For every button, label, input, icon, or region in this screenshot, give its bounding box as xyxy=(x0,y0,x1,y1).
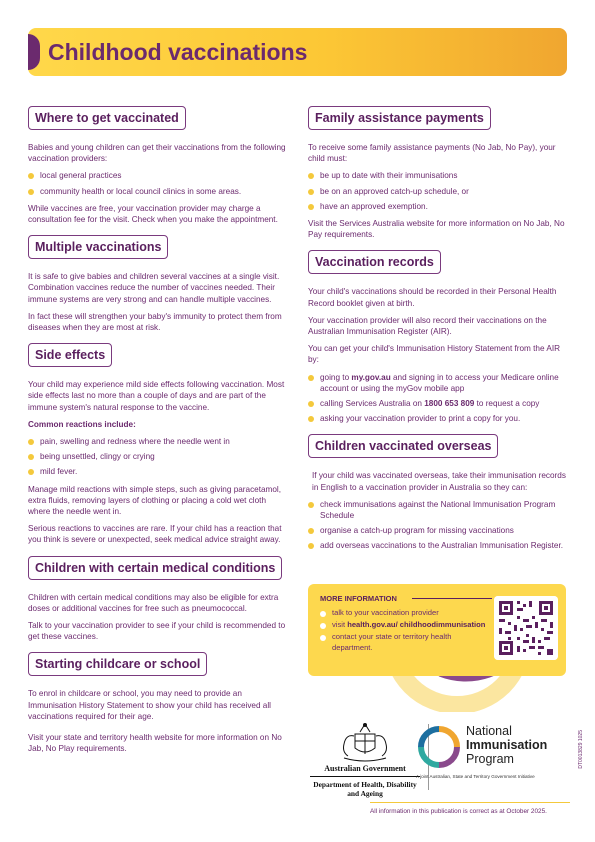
phone-number: 1800 653 809 xyxy=(424,399,475,409)
records-p1: Your child's vaccinations should be recorded in their Personal Health Record booklet given at birth. xyxy=(308,287,557,308)
list-item: local general practices xyxy=(28,170,290,181)
list-item: going to my.gov.au and signing in to access your Medicare online account or using the myGov mobile app xyxy=(308,372,568,394)
overseas-intro: If your child was vaccinated overseas, take their immunisation records in English to a vaccination provider in Australia so they can: xyxy=(312,471,566,492)
nip-line3: Program xyxy=(466,752,514,766)
list-item: calling Services Australia on 1800 653 809 to request a copy xyxy=(308,398,568,409)
coat-of-arms-icon xyxy=(330,720,400,762)
list-item: asking your vaccination provider to print a copy for you. xyxy=(308,413,568,424)
side-p1: Your child may experience mild side effects following vaccination. Most side effects last no more than a couple of days and are part of the immune system's natural response to the vaccine. xyxy=(28,380,285,412)
heading-side-effects: Side effects xyxy=(28,343,112,367)
family-intro: To receive some family assistance payments (No Jab, No Pay), your child must: xyxy=(308,143,556,164)
list-item: contact your state or territory health department. xyxy=(320,632,490,652)
where-intro: Babies and young children can get their vaccinations from the following vaccination providers: xyxy=(28,143,286,164)
side-sub: Common reactions include: xyxy=(28,419,136,429)
list-item: talk to your vaccination provider xyxy=(320,608,490,618)
bullet-icon xyxy=(28,173,34,179)
bullet-icon xyxy=(308,528,314,534)
nip-tagline: A joint Australian, State and Territory Government Initiative xyxy=(416,774,535,779)
dept-name: Department of Health, Disability and Ageing xyxy=(313,780,417,798)
bullet-icon xyxy=(308,204,314,210)
side-list xyxy=(28,436,290,478)
bullet-icon xyxy=(320,611,326,617)
more-info-box xyxy=(308,584,566,676)
bullet-icon xyxy=(28,439,34,445)
section-family xyxy=(308,106,568,240)
section-school xyxy=(28,652,290,754)
gov-rule xyxy=(310,776,420,777)
list-item: mild fever. xyxy=(28,466,290,477)
section-medical xyxy=(28,556,290,643)
gov-name: Australian Government xyxy=(324,764,406,773)
bullet-icon xyxy=(28,469,34,475)
school-p2: Visit your state and territory health website for more information on No Jab, No Play requirements. xyxy=(28,733,282,754)
heading-family: Family assistance payments xyxy=(308,106,491,130)
where-list xyxy=(28,170,290,196)
school-p1: To enrol in childcare or school, you may need to provide an Immunisation History Statement to show your child has received all vaccinations required for their age. xyxy=(28,689,272,721)
bullet-icon xyxy=(28,189,34,195)
mygov-link[interactable]: my.gov.au xyxy=(351,372,391,382)
medical-p1: Children with certain medical conditions may also be eligible for extra doses or additional vaccines for free such as pneumococcal. xyxy=(28,592,279,613)
family-list xyxy=(308,170,568,212)
more-info-rule xyxy=(412,598,492,599)
section-multiple xyxy=(28,235,290,333)
bullet-icon xyxy=(308,173,314,179)
bullet-icon xyxy=(320,635,326,641)
where-note: While vaccines are free, your vaccination provider may charge a consultation fee for the visit. Check when you make the appointment. xyxy=(28,203,278,225)
multiple-p1: It is safe to give babies and children several vaccines at a single visit. Combination vaccines reduce the number of vaccines needed. Their immune systems are very strong and can handle multiple vaccines. xyxy=(28,272,280,304)
bullet-icon xyxy=(308,375,314,381)
heading-records: Vaccination records xyxy=(308,250,441,274)
bullet-icon xyxy=(320,623,326,629)
multiple-p2: In fact these will strengthen your baby's immunity to protect them from diseases when they are most at risk. xyxy=(28,311,282,333)
medical-p2: Talk to your vaccination provider to see if your child is recommended to get these vaccines. xyxy=(28,621,286,642)
nip-logo-icon xyxy=(418,726,460,768)
qr-code-icon[interactable] xyxy=(494,596,558,660)
bullet-icon xyxy=(308,401,314,407)
footer-rule xyxy=(370,802,570,803)
family-note: Visit the Services Australia website for more information on No Jab, No Pay requirements. xyxy=(308,219,565,240)
list-item: have an approved exemption. xyxy=(308,201,568,212)
right-column xyxy=(308,106,568,562)
nip-line2: Immunisation xyxy=(466,738,548,752)
section-overseas xyxy=(308,434,568,551)
bullet-icon xyxy=(308,502,314,508)
list-item: organise a catch-up program for missing vaccinations xyxy=(308,525,568,536)
more-info-list xyxy=(320,608,490,655)
overseas-list xyxy=(308,499,568,552)
bullet-icon xyxy=(308,416,314,422)
list-item: community health or local council clinics in some areas. xyxy=(28,186,290,197)
bullet-icon xyxy=(308,189,314,195)
bullet-icon xyxy=(28,454,34,460)
records-p3: You can get your child's Immunisation History Statement from the AIR by: xyxy=(308,344,561,365)
heading-where: Where to get vaccinated xyxy=(28,106,186,130)
publication-code: DT0013829 1025 xyxy=(578,730,584,769)
list-item: add overseas vaccinations to the Australian Immunisation Register. xyxy=(308,540,568,551)
side-p2: Manage mild reactions with simple steps, such as giving paracetamol, extra fluids, removing layers of clothing or placing a cold wet cloth where the needle went in. xyxy=(28,484,282,517)
heading-medical: Children with certain medical conditions xyxy=(28,556,282,580)
records-p2: Your vaccination provider will also record their vaccinations on the Australian Immunisation Register (AIR). xyxy=(308,315,547,337)
list-item: be up to date with their immunisations xyxy=(308,170,568,181)
health-gov-link[interactable]: health.gov.au/ childhoodimmunisation xyxy=(347,620,486,630)
more-info-title: MORE INFORMATION xyxy=(320,594,397,603)
list-item: pain, swelling and redness where the needle went in xyxy=(28,436,290,447)
nip-line1: National xyxy=(466,724,512,738)
list-item: visit health.gov.au/ childhoodimmunisation xyxy=(320,620,490,630)
section-where xyxy=(28,106,290,225)
page-title: Childhood vaccinations xyxy=(48,39,308,65)
list-item: be on an approved catch-up schedule, or xyxy=(308,186,568,197)
logos-area xyxy=(310,720,570,800)
section-side-effects xyxy=(28,343,290,545)
list-item: check immunisations against the National Immunisation Program Schedule xyxy=(308,499,568,521)
heading-school: Starting childcare or school xyxy=(28,652,207,676)
bullet-icon xyxy=(308,543,314,549)
records-list xyxy=(308,372,568,425)
section-records xyxy=(308,250,568,424)
footer-note: All information in this publication is correct as at October 2025. xyxy=(370,808,547,815)
heading-overseas: Children vaccinated overseas xyxy=(308,434,498,458)
side-p3: Serious reactions to vaccines are rare. If your child has a reaction that you think is severe or unexpected, seek medical advice straight away. xyxy=(28,524,282,545)
list-item: being unsettled, clingy or crying xyxy=(28,451,290,462)
heading-multiple: Multiple vaccinations xyxy=(28,235,168,259)
left-column xyxy=(28,106,290,765)
